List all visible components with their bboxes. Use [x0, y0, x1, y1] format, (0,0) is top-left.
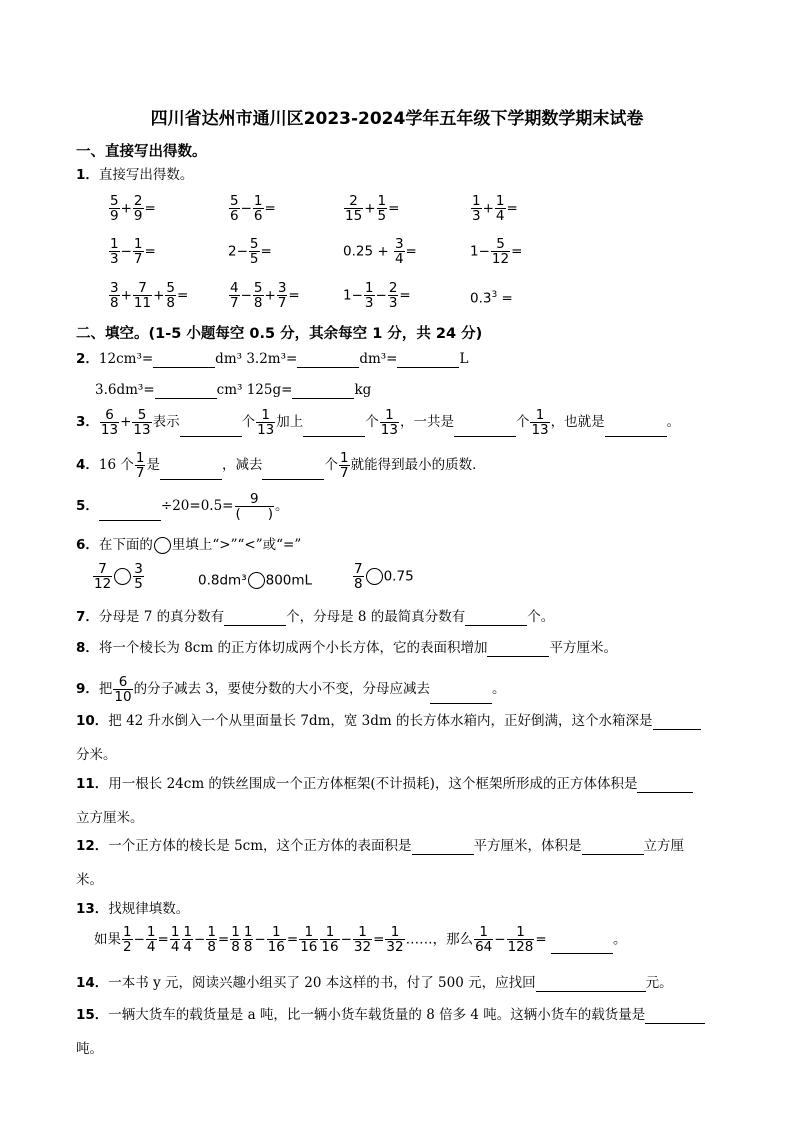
answer-blank[interactable] [536, 977, 646, 992]
compare-circle-icon [154, 537, 171, 554]
answer-blank[interactable] [262, 465, 324, 480]
answer-blank[interactable] [297, 353, 359, 368]
answer-blank[interactable] [99, 506, 161, 521]
compare-1: $\frac{7}{12}$ $\frac{3}{5}$ [94, 561, 143, 593]
question-13: 13．找规律填数。 [76, 901, 190, 917]
oral-r2c1: $\frac{1}{3}$ − $\frac{1}{7}$ = [110, 236, 156, 268]
oral-r3c4: $0.3^3$ = [470, 290, 513, 307]
oral-r2c2: 2− $\frac{5}{5}$ = [228, 236, 272, 268]
question-10-cont: 分米。 [76, 747, 117, 763]
section2-title: 二、填空。(1-5 小题每空 0.5 分，其余每空 1 分，共 24 分) [76, 326, 483, 342]
oral-r1c3: $\frac{2}{15}$ + $\frac{1}{5}$ = [345, 193, 400, 225]
compare-3: $\frac{7}{8}$ 0.75 [354, 561, 414, 593]
oral-r2c4: 1− $\frac{5}{12}$ = [470, 236, 523, 268]
answer-blank[interactable] [582, 840, 644, 855]
question-15-cont: 吨。 [76, 1041, 103, 1057]
oral-r3c3: 1− $\frac{1}{3}$ − $\frac{2}{3}$ = [343, 280, 411, 312]
answer-blank[interactable] [292, 384, 354, 399]
question-3: 3． $\frac{6}{13}$ + $\frac{5}{13}$ 表示 个 $\frac{1}{13}$ 加上 个 $\frac{1}{13}$ ，一共是 个 $\frac{1}{13}$ ，也就是 。 [76, 407, 681, 439]
question-12: 12．一个正方体的棱长是 5cm，这个正方体的表面积是 平方厘米，体积是 立方厘 [76, 838, 685, 854]
oral-r3c1: $\frac{3}{8}$ + $\frac{7}{11}$ + $\frac{5}{8}$ = [110, 280, 189, 312]
question-2-line2: 3.6dm³= cm³ 125g= kg [95, 382, 372, 398]
answer-blank[interactable] [637, 778, 693, 793]
answer-blank[interactable] [155, 384, 217, 399]
question-15: 15．一辆大货车的载货量是 a 吨，比一辆小货车载货量的 8 倍多 4 吨。这辆小货车的载货量是 [76, 1006, 705, 1024]
question-2: 2．12cm³= dm³ 3.2m³= dm³= L [76, 351, 469, 367]
answer-blank[interactable] [303, 422, 365, 437]
answer-blank[interactable] [224, 611, 286, 626]
question-14: 14．一本书 y 元，阅读兴趣小组买了 20 本这样的书，付了 500 元，应找回 元。 [76, 975, 673, 991]
question-11-cont: 立方厘米。 [76, 810, 144, 826]
compare-circle-1[interactable] [114, 568, 131, 585]
question-4: 4．16 个 $\frac{1}{7}$ 是 ，减去 个 $\frac{1}{7}$ 就能得到最小的质数． [76, 450, 486, 482]
question-11: 11．用一根长 24cm 的铁丝围成一个正方体框架(不计损耗)，这个框架所形成的正方体体积是 [76, 775, 693, 793]
answer-blank[interactable] [605, 422, 667, 437]
oral-r2c3: 0.25 + $\frac{3}{4}$ = [343, 236, 417, 268]
answer-blank[interactable] [551, 939, 613, 954]
oral-r1c2: $\frac{5}{6}$ − $\frac{1}{6}$ = [230, 193, 276, 225]
question-7: 7．分母是 7 的真分数有 个，分母是 8 的最简真分数有 个。 [76, 609, 555, 625]
answer-blank[interactable] [153, 353, 215, 368]
answer-blank[interactable] [412, 840, 474, 855]
pattern-line: 如果 $\frac{1}{2}$ − $\frac{1}{4}$ = $\frac{1}{4}$ $\frac{1}{4}$ − $\frac{1}{8}$ = $\frac{1}{8}$ $\frac{1}{8}$ − $\frac{1}{16}$ = $\frac{1}{16}$ $\frac{1}{16}$ − $\frac{1}{32}$ = $\frac{1}{32}$ ……，那么 $\frac{1}{64}$ − $\frac{1}{128}$ = 。 [94, 924, 627, 956]
exam-title: 四川省达州市通川区2023-2024学年五年级下学期数学期末试卷 [150, 109, 644, 129]
question-9: 9．把 $\frac{6}{10}$ 的分子减去 3，要使分数的大小不变，分母应减去 。 [76, 674, 506, 706]
question-8: 8．将一个棱长为 8cm 的正方体切成两个小长方体，它的表面积增加 平方厘米。 [76, 640, 617, 656]
question-5: 5． ÷20=0.5= $\frac{9}{( )}$ 。 [76, 491, 289, 523]
answer-blank[interactable] [645, 1009, 705, 1024]
question-1: 1．直接写出得数。 [76, 167, 194, 183]
compare-circle-2[interactable] [248, 572, 265, 589]
oral-r3c2: $\frac{4}{7}$ − $\frac{5}{8}$ + $\frac{3}{7}$ = [230, 280, 300, 312]
answer-blank[interactable] [397, 353, 459, 368]
answer-blank[interactable] [454, 422, 516, 437]
question-6: 6．在下面的 里填上“>”“<”或“=” [76, 537, 302, 553]
answer-blank[interactable] [430, 689, 492, 704]
answer-blank[interactable] [180, 422, 242, 437]
oral-r1c1: $\frac{5}{9}$ + $\frac{2}{9}$ = [110, 193, 156, 225]
answer-blank[interactable] [653, 715, 701, 730]
answer-blank[interactable] [465, 611, 527, 626]
section1-title: 一、直接写出得数。 [76, 144, 207, 160]
compare-2: 0.8dm³ 800mL [198, 572, 313, 589]
compare-circle-3[interactable] [366, 568, 383, 585]
question-10: 10．把 42 升水倒入一个从里面量长 7dm，宽 3dm 的长方体水箱内，正好倒满，这个水箱深是 [76, 712, 701, 730]
answer-blank[interactable] [160, 465, 222, 480]
oral-r1c4: $\frac{1}{3}$ + $\frac{1}{4}$ = [472, 193, 518, 225]
question-12-cont: 米。 [76, 872, 103, 888]
answer-blank[interactable] [487, 642, 549, 657]
